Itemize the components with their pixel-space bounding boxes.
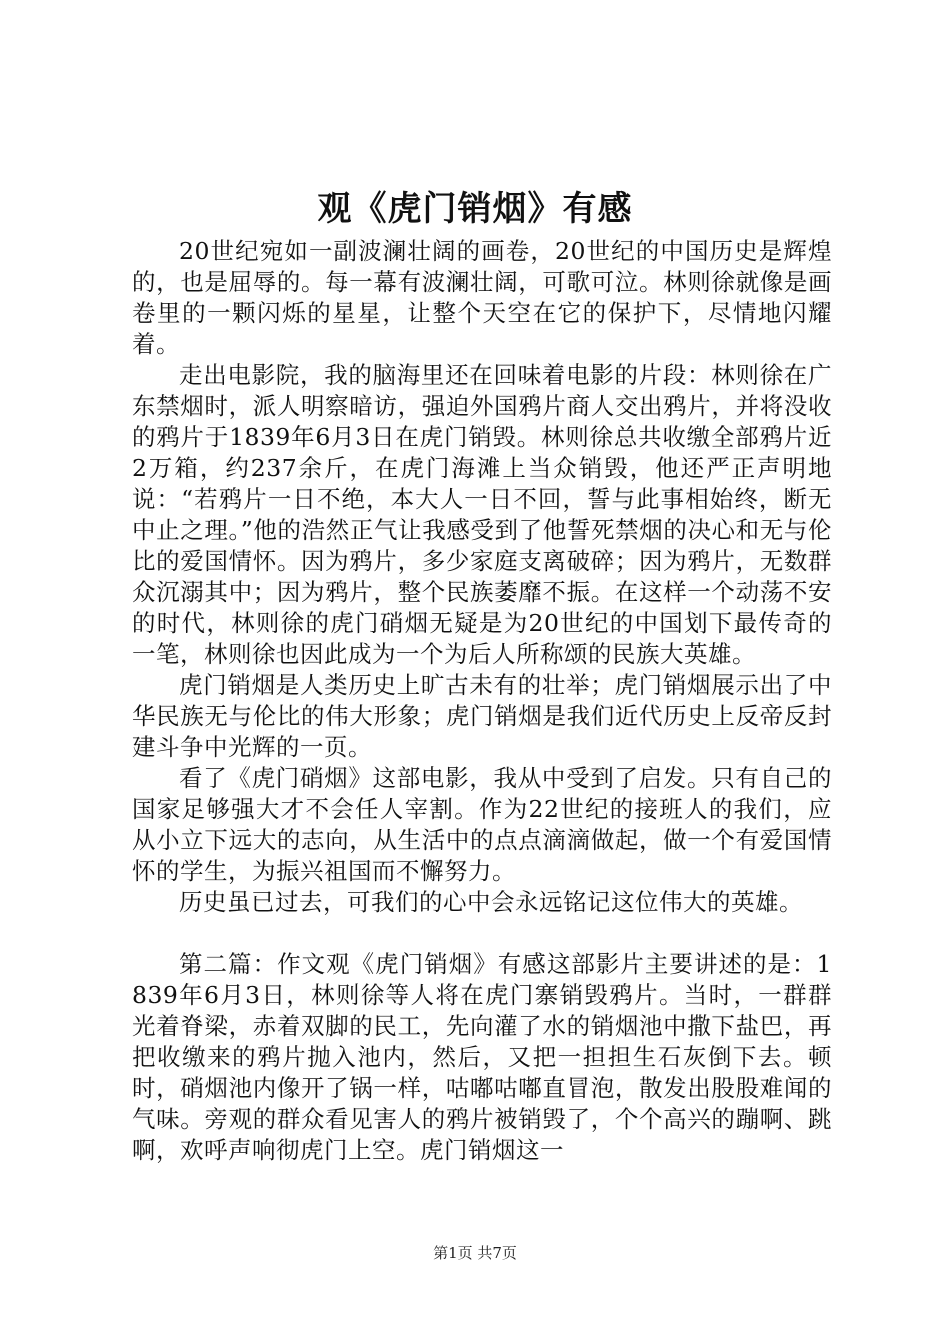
second-article-paragraph: 第二篇：作文观《虎门销烟》有感这部影片主要讲述的是：1839年6月3日，林则徐等人将在虎门寨销毁鸦片。当时，一群群光着脊梁，赤着双脚的民工，先向灌了水的销烟池中撒下盐巴，再把收缴来的鸦片抛入池内，然后，又把一担担生石灰倒下去。顿时，硝烟池内像开了锅一样，咕嘟咕嘟直冒泡，散发出股股难闻的气味。旁观的群众看见害人的鸦片被销毁了，个个高兴的蹦啊、跳啊，欢呼声响彻虎门上空。虎门销烟这一 xyxy=(132,950,832,1164)
paragraph-3: 虎门销烟是人类历史上旷古未有的壮举；虎门销烟展示出了中华民族无与伦比的伟大形象；虎门销烟是我们近代历史上反帝反封建斗争中光辉的一页。 xyxy=(132,671,832,761)
article-body xyxy=(132,236,832,1166)
paragraph-1: 20世纪宛如一副波澜壮阔的画卷，20世纪的中国历史是辉煌的，也是屈辱的。每一幕有波澜壮阔，可歌可泣。林则徐就像是画卷里的一颗闪烁的星星，让整个天空在它的保护下，尽情地闪耀着。 xyxy=(132,237,832,358)
page-number-footer: 第1页 共7页 xyxy=(433,1244,517,1262)
paragraph-2: 走出电影院，我的脑海里还在回味着电影的片段：林则徐在广东禁烟时，派人明察暗访，强迫外国鸦片商人交出鸦片，并将没收的鸦片于1839年6月3日在虎门销毁。林则徐总共收缴全部鸦片近2万箱，约237余斤，在虎门海滩上当众销毁，他还严正声明地说：“若鸦片一日不绝，本大人一日不回，誓与此事相始终，断无中止之理。”他的浩然正气让我感受到了他誓死禁烟的决心和无与伦比的爱国情怀。因为鸦片，多少家庭支离破碎；因为鸦片，无数群众沉溺其中；因为鸦片，整个民族萎靡不振。在这样一个动荡不安的时代，林则徐的虎门硝烟无疑是为20世纪的中国划下最传奇的一笔，林则徐也因此成为一个为后人所称颂的民族大英雄。 xyxy=(132,361,832,668)
paragraph-gap xyxy=(132,918,832,949)
paragraph-4: 看了《虎门硝烟》这部电影，我从中受到了启发。只有自己的国家足够强大才不会任人宰割。作为22世纪的接班人的我们，应从小立下远大的志向，从生活中的点点滴滴做起，做一个有爱国情怀的学生，为振兴祖国而不懈努力。 xyxy=(132,764,832,885)
page-title: 观《虎门销烟》有感 xyxy=(317,189,633,229)
paragraph-5: 历史虽已过去，可我们的心中会永远铭记这位伟大的英雄。 xyxy=(179,888,803,916)
